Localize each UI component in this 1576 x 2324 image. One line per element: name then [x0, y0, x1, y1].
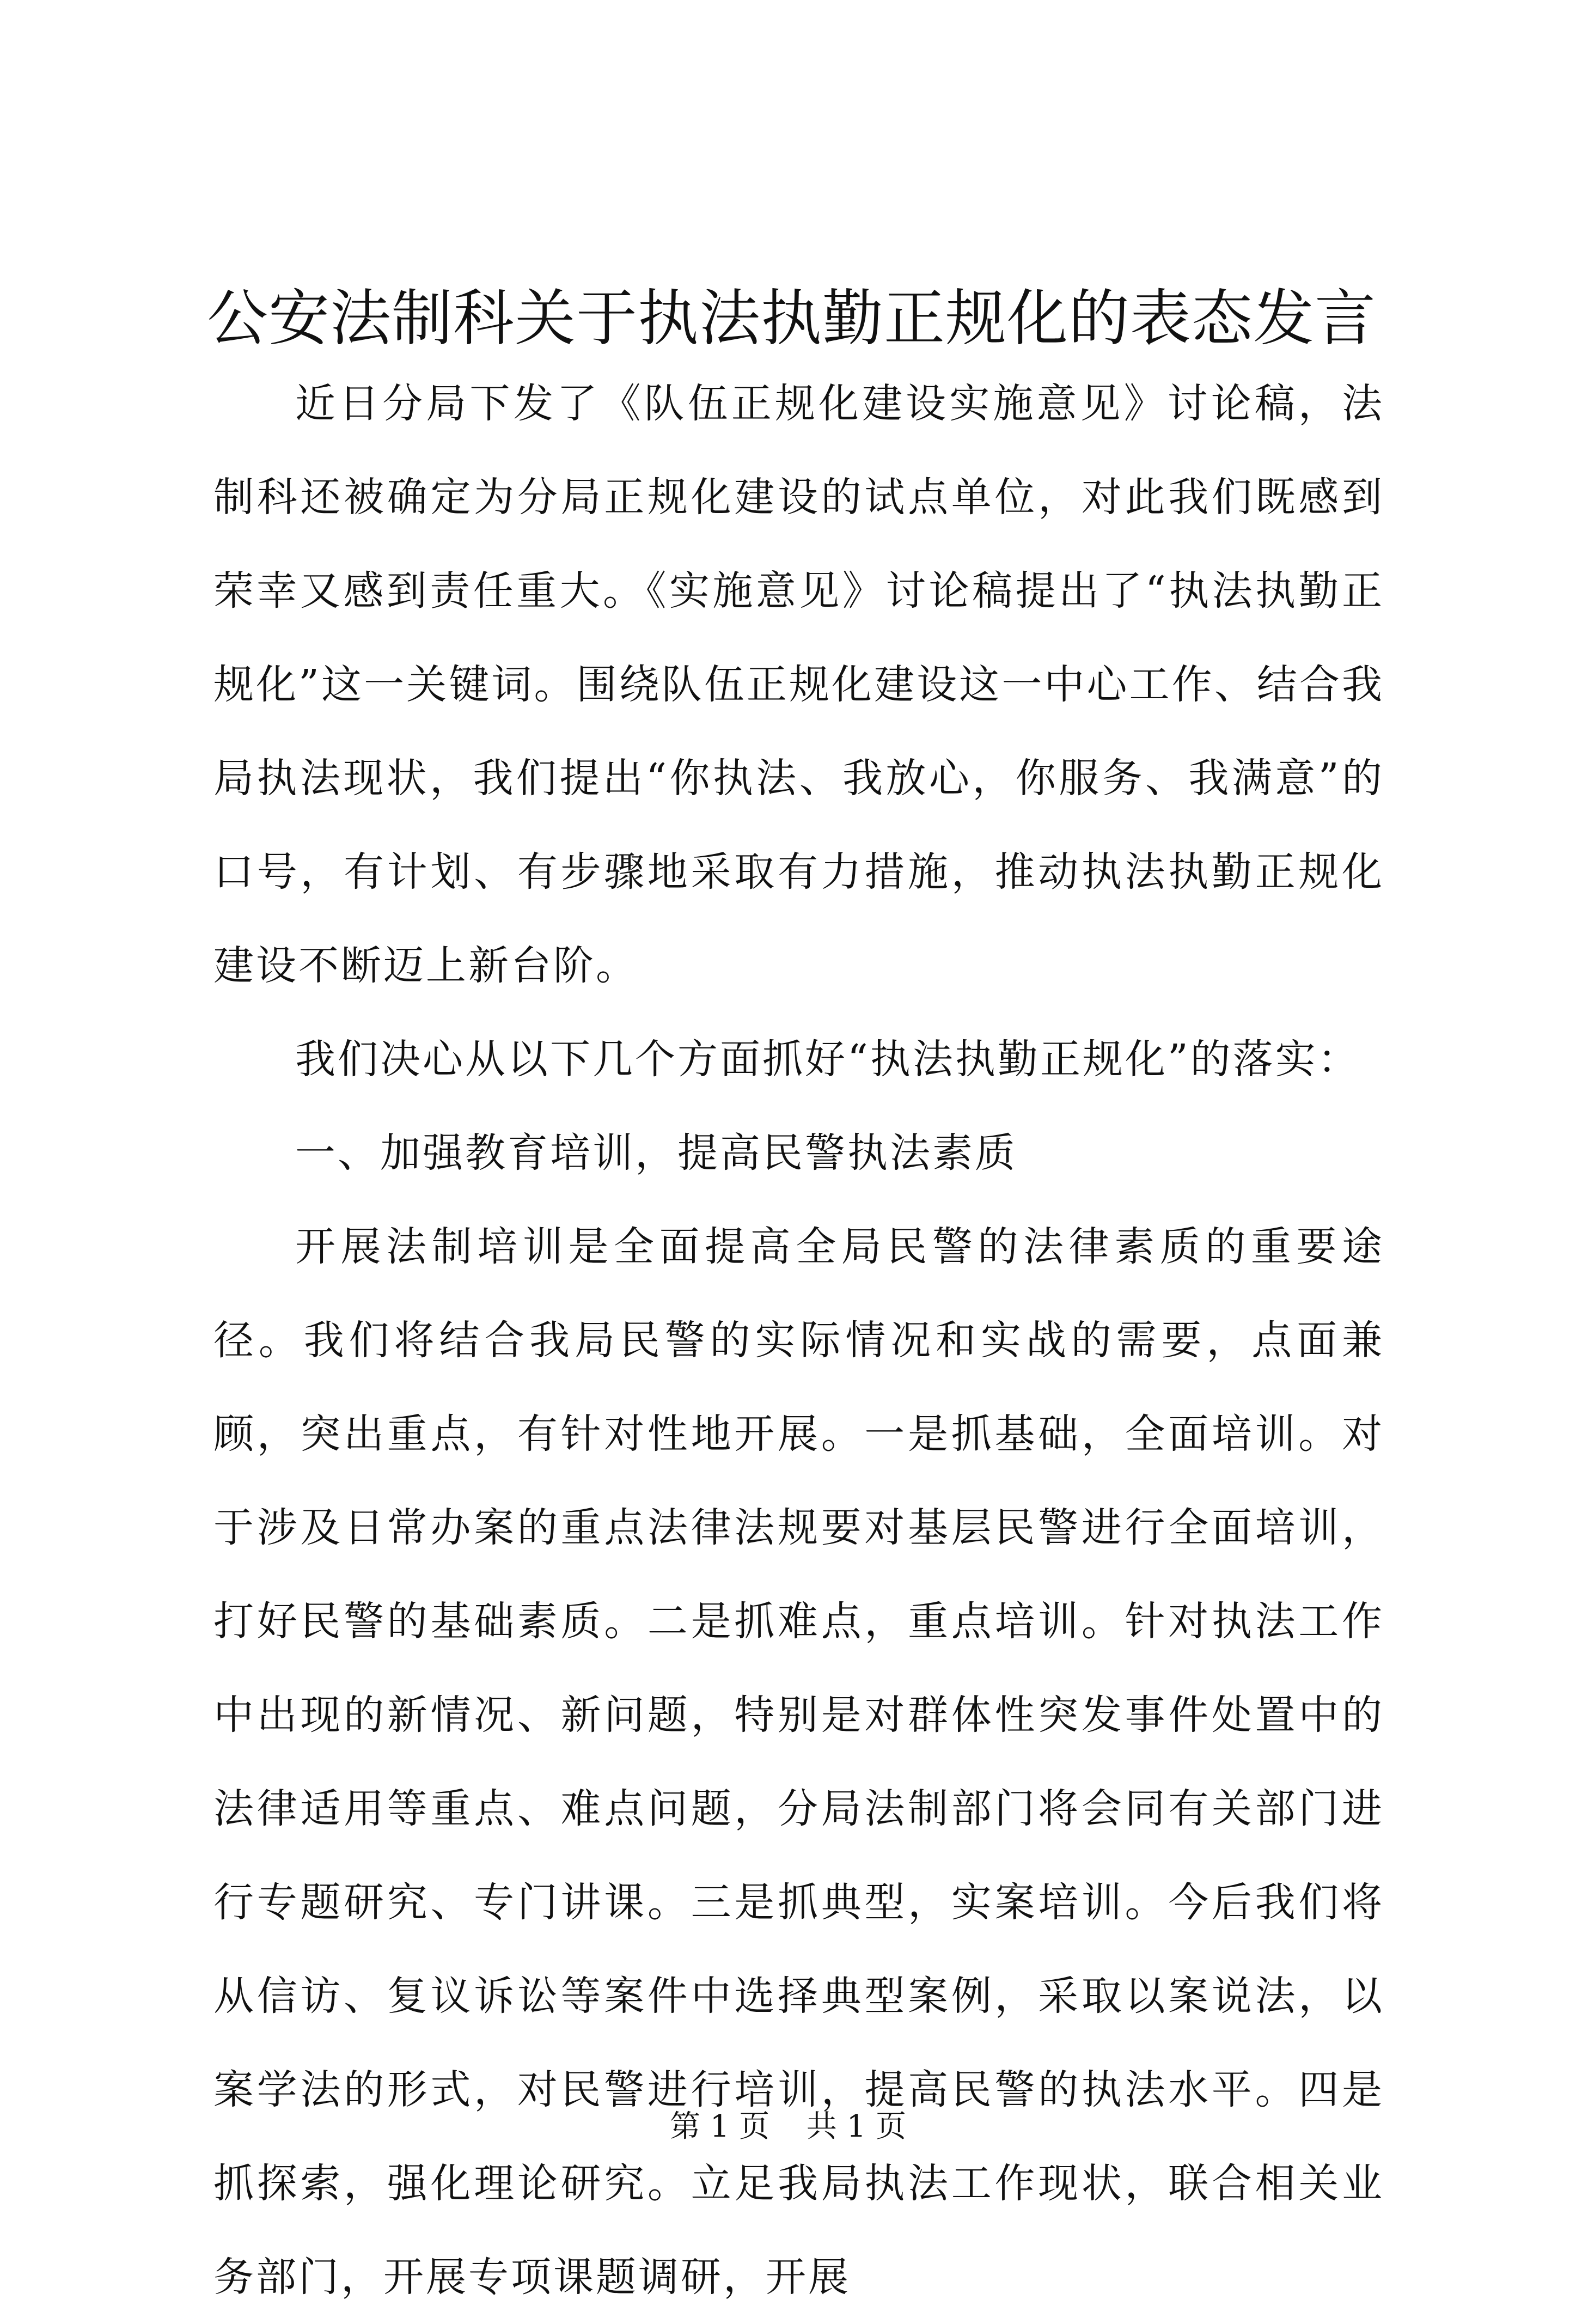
total-pages: 共 1 页 [806, 2109, 907, 2144]
paragraph-intro: 近日分局下发了《队伍正规化建设实施意见》讨论稿，法制科还被确定为分局正规化建设的试点单位，对此我们既感到荣幸又感到责任重大。《实施意见》讨论稿提出了“执法执勤正规化”这一关键词。围绕队伍正规化建设这一中心工作、结合我局执法现状，我们提出“你执法、我放心，你服务、我满意”的口号，有计划、有步骤地采取有力措施，推动执法执勤正规化建设不断迈上新台阶。 [213, 380, 1384, 989]
page-number: 第 1 页 [669, 2109, 770, 2144]
page-footer [0, 2105, 1576, 2149]
paragraph-training: 开展法制培训是全面提高全局民警的法律素质的重要途径。我们将结合我局民警的实际情况和实战的需要，点面兼顾，突出重点，有针对性地开展。一是抓基础，全面培训。对于涉及日常办案的重点法律法规要对基层民警进行全面培训，打好民警的基础素质。二是抓难点，重点培训。针对执法工作中出现的新情况、新问题，特别是对群体性突发事件处置中的法律适用等重点、难点问题，分局法制部门将会同有关部门进行专题研究、专门讲课。三是抓典型，实案培训。今后我们将从信访、复议诉讼等案件中选择典型案例，采取以案说法，以案学法的形式，对民警进行培训，提高民警的执法水平。四是抓探索，强化理论研究。立足我局执法工作现状，联合相关业务部门，开展专项课题调研，开展 [213, 1223, 1384, 2301]
section-heading-1: 一、加强教育培训，提高民警执法素质 [295, 1130, 1017, 1176]
document-title: 公安法制科关于执法执勤正规化的表态发言 [207, 283, 1376, 354]
document-body [213, 357, 1384, 2324]
paragraph-resolve: 我们决心从以下几个方面抓好“执法执勤正规化”的落实： [295, 1036, 1360, 1083]
